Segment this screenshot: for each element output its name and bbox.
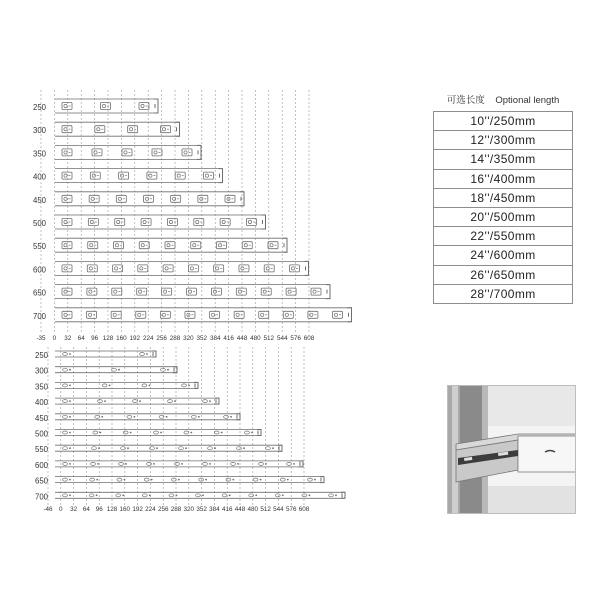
scale-label: 576: [285, 506, 297, 513]
slide-rail: [55, 285, 330, 299]
slide-rail: [55, 238, 287, 252]
row-length-label: 250: [34, 351, 48, 360]
length-option: 18''/450mm: [433, 188, 573, 208]
slide-rail: [55, 122, 180, 136]
scale-label: 288: [170, 506, 182, 513]
row-length-label: 500: [32, 219, 46, 228]
scale-label: 160: [119, 506, 131, 513]
row-length-label: 450: [32, 195, 46, 205]
slide-rail: [55, 351, 156, 357]
scale-label: 320: [183, 335, 194, 342]
scale-label: 352: [196, 506, 207, 513]
bottom-slide-diagram: [35, 347, 345, 513]
scale-label: 128: [102, 335, 114, 342]
slide-rail: [55, 445, 282, 451]
optional-length-title: [433, 93, 573, 109]
length-option: 16''/400mm: [433, 169, 573, 189]
length-option: 26''/650mm: [433, 265, 573, 285]
top-slide-diagram: [33, 90, 352, 342]
scale-label: 512: [263, 335, 275, 342]
row-length-label: 300: [34, 366, 48, 376]
scale-label: 64: [77, 335, 85, 342]
scale-label: 32: [70, 506, 78, 513]
row-length-label: 450: [34, 413, 48, 423]
scale-label: -46: [43, 506, 53, 513]
row-length-label: 550: [34, 445, 48, 455]
scale-label: 416: [221, 506, 233, 513]
slide-rail: [55, 398, 219, 404]
scale-label: 256: [156, 335, 167, 342]
slide-rail: [55, 145, 201, 159]
scale-label: 288: [169, 335, 181, 342]
scale-label: 160: [116, 335, 127, 342]
scale-label: 96: [91, 335, 99, 342]
length-option: 12''/300mm: [433, 130, 573, 150]
scale-label: 224: [142, 335, 154, 342]
slide-rail: [55, 169, 223, 183]
row-length-label: 700: [34, 492, 48, 502]
scale-label: 448: [234, 506, 246, 513]
scale-label: 544: [276, 335, 288, 342]
scale-label: 256: [157, 506, 169, 513]
drawer-installation-photo: [447, 385, 576, 514]
scale-label: 384: [209, 506, 220, 513]
length-option: 20''/500mm: [433, 207, 573, 227]
slide-rail: [55, 477, 324, 483]
scale-label: 512: [260, 506, 271, 513]
scale-label: 480: [247, 506, 259, 513]
optional-length-table: [433, 93, 573, 304]
optional-length-title-cn: 可选长度: [446, 95, 485, 106]
slide-rail: [55, 308, 352, 322]
row-length-label: 500: [34, 429, 48, 439]
scale-label: 0: [59, 506, 63, 513]
scale-label: -35: [36, 335, 46, 342]
scale-label: 192: [132, 506, 143, 513]
scale-label: 192: [129, 335, 141, 342]
slide-rail: [55, 261, 309, 275]
length-option: 22''/550mm: [433, 226, 573, 246]
slide-rail: [55, 430, 261, 436]
scale-label: 32: [64, 335, 72, 342]
row-length-label: 300: [32, 126, 46, 136]
scale-label: 224: [145, 506, 156, 513]
scale-label: 320: [183, 506, 195, 513]
optional-length-rows: [433, 111, 573, 304]
row-length-label: 700: [32, 311, 46, 321]
length-option: 28''/700mm: [433, 284, 573, 304]
scale-label: 480: [250, 335, 261, 342]
scale-label: 608: [298, 506, 310, 513]
row-length-label: 400: [32, 172, 46, 182]
length-option: 24''/600mm: [433, 245, 573, 265]
optional-length-title-en: Optional length: [495, 95, 560, 106]
slide-rail: [55, 461, 303, 467]
scale-label: 576: [290, 335, 301, 342]
length-option: 14''/350mm: [433, 149, 573, 169]
slide-rail: [55, 99, 158, 113]
row-length-label: 400: [34, 398, 48, 408]
scale-label: 0: [52, 335, 57, 342]
slide-rail: [55, 492, 345, 498]
row-length-label: 600: [32, 265, 46, 275]
row-length-label: 350: [34, 382, 48, 392]
scale-label: 384: [209, 335, 221, 342]
row-length-label: 650: [32, 288, 46, 298]
scale-label: 352: [196, 335, 208, 342]
row-length-label: 600: [34, 460, 48, 470]
slide-rail: [55, 382, 198, 388]
slide-rail: [55, 414, 240, 420]
scale-label: 608: [303, 335, 315, 342]
row-length-label: 350: [32, 149, 46, 159]
drawer-illustration: [448, 386, 576, 514]
row-length-label: 250: [32, 103, 46, 112]
scale-label: 96: [95, 506, 103, 513]
scale-label: 448: [236, 335, 248, 342]
row-length-label: 550: [32, 242, 46, 252]
slide-rail: [55, 215, 266, 229]
scale-label: 416: [223, 335, 234, 342]
scale-label: 128: [106, 506, 118, 513]
row-length-label: 650: [34, 476, 48, 486]
slide-rail: [55, 192, 244, 206]
scale-label: 544: [273, 506, 284, 513]
length-option: 10''/250mm: [433, 111, 573, 131]
scale-label: 64: [82, 506, 90, 513]
